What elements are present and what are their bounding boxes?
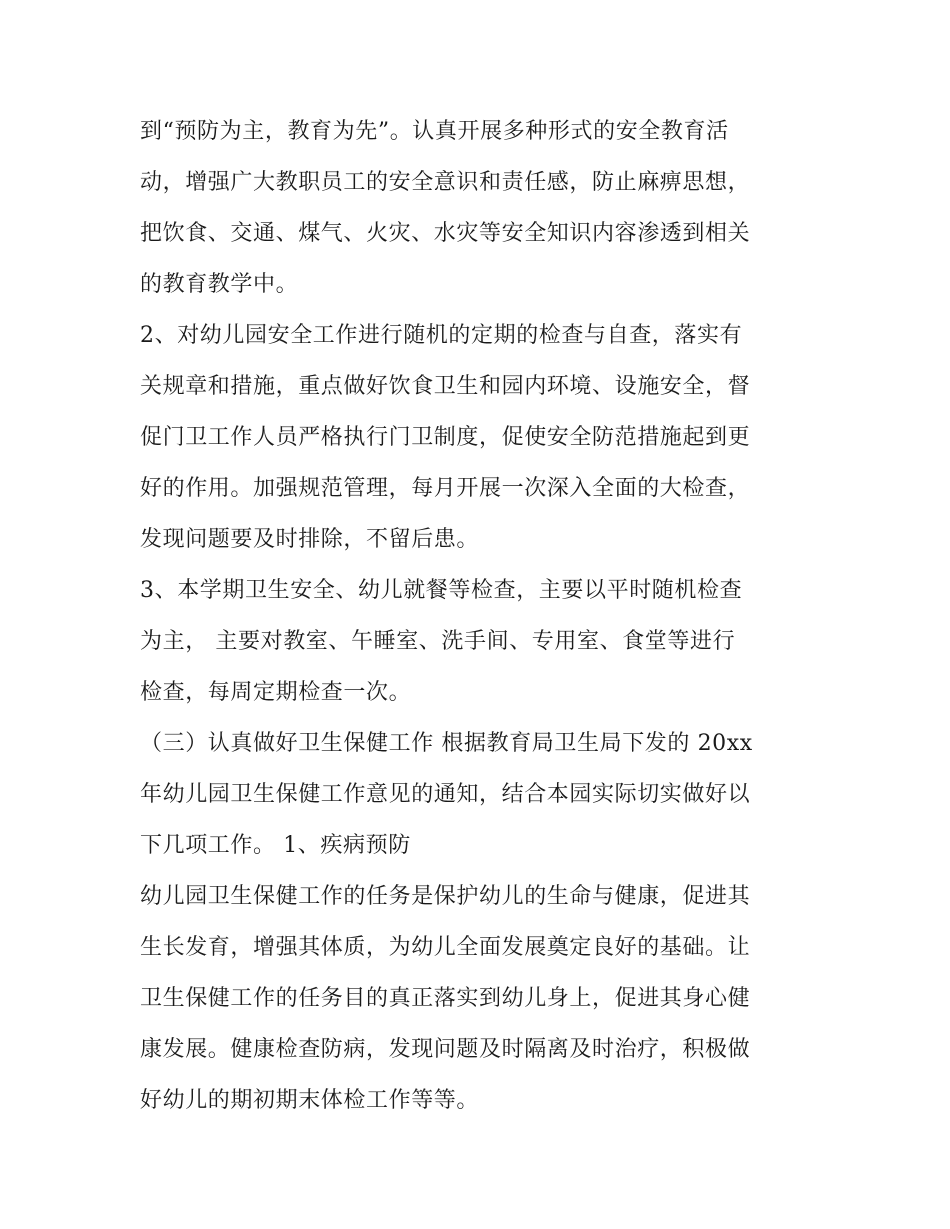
text-line: 下几项工作。 1、疾病预防 bbox=[140, 833, 411, 858]
text-line: 卫生保健工作的任务目的真正落实到幼儿身上，促进其身心健 bbox=[140, 986, 751, 1011]
text-line: 促门卫工作人员严格执行门卫制度，促使安全防范措施起到更 bbox=[140, 425, 751, 450]
text-line: 动，增强广大教职员工的安全意识和责任感，防止麻痹思想， bbox=[140, 170, 751, 195]
text-line: 幼儿园卫生保健工作的任务是保护幼儿的生命与健康，促进其 bbox=[140, 884, 751, 909]
text-line: 为主， 主要对教室、午睡室、洗手间、专用室、食堂等进行 bbox=[140, 629, 736, 654]
text-line: 把饮食、交通、煤气、火灾、水灾等安全知识内容渗透到相关 bbox=[140, 221, 751, 246]
text-line: 2、对幼儿园安全工作进行随机的定期的检查与自查，落实有 bbox=[140, 323, 743, 348]
text-line: 好幼儿的期初期末体检工作等等。 bbox=[140, 1088, 480, 1113]
text-line: 3、本学期卫生安全、幼儿就餐等检查，主要以平时随机检查 bbox=[140, 578, 743, 603]
text-line: 检查，每周定期检查一次。 bbox=[140, 680, 412, 705]
text-line: （三）认真做好卫生保健工作 根据教育局卫生局下发的 20xx bbox=[140, 731, 753, 756]
text-line: 的教育教学中。 bbox=[140, 272, 299, 297]
text-line: 生长发育，增强其体质，为幼儿全面发展奠定良好的基础。让 bbox=[140, 935, 751, 960]
text-line: 关规章和措施，重点做好饮食卫生和园内环境、设施安全，督 bbox=[140, 374, 751, 399]
document-body bbox=[140, 106, 820, 1126]
text-line: 好的作用。加强规范管理，每月开展一次深入全面的大检查， bbox=[140, 476, 751, 501]
text-line: 发现问题要及时排除，不留后患。 bbox=[140, 527, 480, 552]
text-line: 年幼儿园卫生保健工作意见的通知，结合本园实际切实做好以 bbox=[140, 782, 751, 807]
text-line: 到“预防为主，教育为先”。认真开展多种形式的安全教育活 bbox=[140, 119, 729, 144]
text-line: 康发展。健康检查防病，发现问题及时隔离及时治疗，积极做 bbox=[140, 1037, 751, 1062]
